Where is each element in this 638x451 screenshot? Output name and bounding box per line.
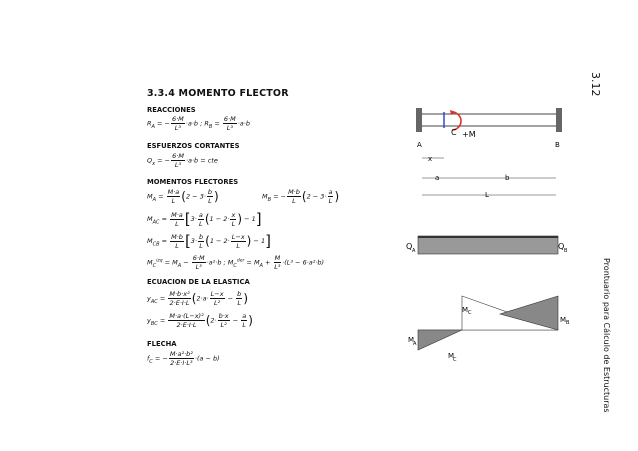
mc-bot-label: M bbox=[448, 352, 455, 360]
label-m: +M bbox=[462, 130, 476, 139]
shear-diagram bbox=[418, 236, 558, 254]
beam-diagrams bbox=[390, 100, 590, 380]
header-flecha: FLECHA bbox=[147, 340, 177, 348]
mb-label: M bbox=[560, 316, 567, 324]
left-support bbox=[416, 108, 422, 132]
header-esfuerzos: ESFUERZOS CORTANTES bbox=[147, 142, 240, 150]
ma-sub: A bbox=[413, 341, 417, 347]
section-title: 3.3.4 MOMENTO FLECTOR bbox=[147, 88, 289, 99]
header-elastica: ECUACION DE LA ELASTICA bbox=[147, 278, 250, 286]
qb-label: Q bbox=[558, 242, 565, 251]
formula-ma: $M_A$ = $\frac{M\cdot a}{L}$ (2 − 3· $\frac{b}{L}$ ) bbox=[147, 188, 219, 205]
dim-b: b bbox=[505, 174, 510, 182]
header-momentos: MOMENTOS FLECTORES bbox=[147, 178, 239, 186]
formula-shear: $Q_x$ = − $\frac{6\cdot M}{\text{L³}}$ ·a·b = cte bbox=[147, 152, 218, 169]
ma-label: M bbox=[408, 336, 415, 344]
label-a: A bbox=[417, 141, 422, 149]
right-support bbox=[556, 108, 562, 132]
mb-sub: B bbox=[566, 320, 570, 326]
label-c: C bbox=[451, 128, 457, 137]
qa-sub: A bbox=[412, 248, 416, 254]
dim-l: L bbox=[485, 191, 489, 199]
formula-yac: $y_{AC}$ = $\frac{\text{M·b·x²}}{2\cdot E\cdot I\cdot L}$ (2·a· $\frac{L-x}{\text{L²}}$ − $\frac{b}{L}$ ) bbox=[147, 290, 248, 307]
dim-a: a bbox=[435, 174, 440, 182]
formula-mb: $M_B$ = − $\frac{M\cdot b}{L}$ (2 − 3· $\frac{a}{L}$ ) bbox=[262, 188, 340, 205]
qb-sub: B bbox=[564, 248, 568, 254]
formula-flecha: $f_C$ = − $\frac{\text{M·a²·b²}}{\text{2·E·I·L³}}$ ·(a − b) bbox=[147, 350, 220, 367]
page-number: 3.12 bbox=[589, 72, 602, 97]
side-title: Prontuario para Cálculo de Estructuras bbox=[602, 258, 611, 413]
formula-mcb: $M_{CB}$ = $\frac{M\cdot b}{L}$ [3· $\frac{b}{L}$ (1 − 2· $\frac{L-x}{L}$ ) − 1] bbox=[147, 232, 271, 250]
qa-label: Q bbox=[406, 242, 413, 251]
formula-mac: $M_{AC}$ = $\frac{M\cdot a}{L}$ [3· $\frac{a}{L}$ (1 − 2· $\frac{x}{L}$ ) − 1] bbox=[147, 210, 262, 228]
moment-left-part bbox=[418, 330, 462, 350]
formula-mc: $M_C^{izq} = M_A$ − $\frac{6\cdot M}{\text{L³}}$ ·a²·b ; $M_C^{der} = M_A$ + $\frac{M}{\text{L³}}$ ·(L³ − 6·a²·b) bbox=[147, 254, 325, 271]
dim-x: x bbox=[428, 155, 433, 163]
mc-top-sub: C bbox=[468, 310, 472, 316]
formula-ycb: $y_{BC}$ = $\frac{\text{M·a·(L−x)²}}{2\cdot E\cdot I\cdot L}$ (2· $\frac{b\cdot x}{\text{L²}}$ − $\frac{a}{L}$ ) bbox=[147, 312, 253, 329]
mc-top-label: M bbox=[462, 306, 469, 314]
header-reacciones: REACCIONES bbox=[147, 106, 196, 114]
shear-top-edge bbox=[418, 236, 558, 238]
mc-bot-sub: C bbox=[453, 357, 457, 363]
label-b: B bbox=[555, 141, 560, 149]
formula-reactions: $R_A$ = − $\frac{6\cdot M}{\text{L³}}$ ·a·b ; $R_B$ = $\frac{6\cdot M}{\text{L³}}$ ·a·b bbox=[147, 115, 250, 132]
